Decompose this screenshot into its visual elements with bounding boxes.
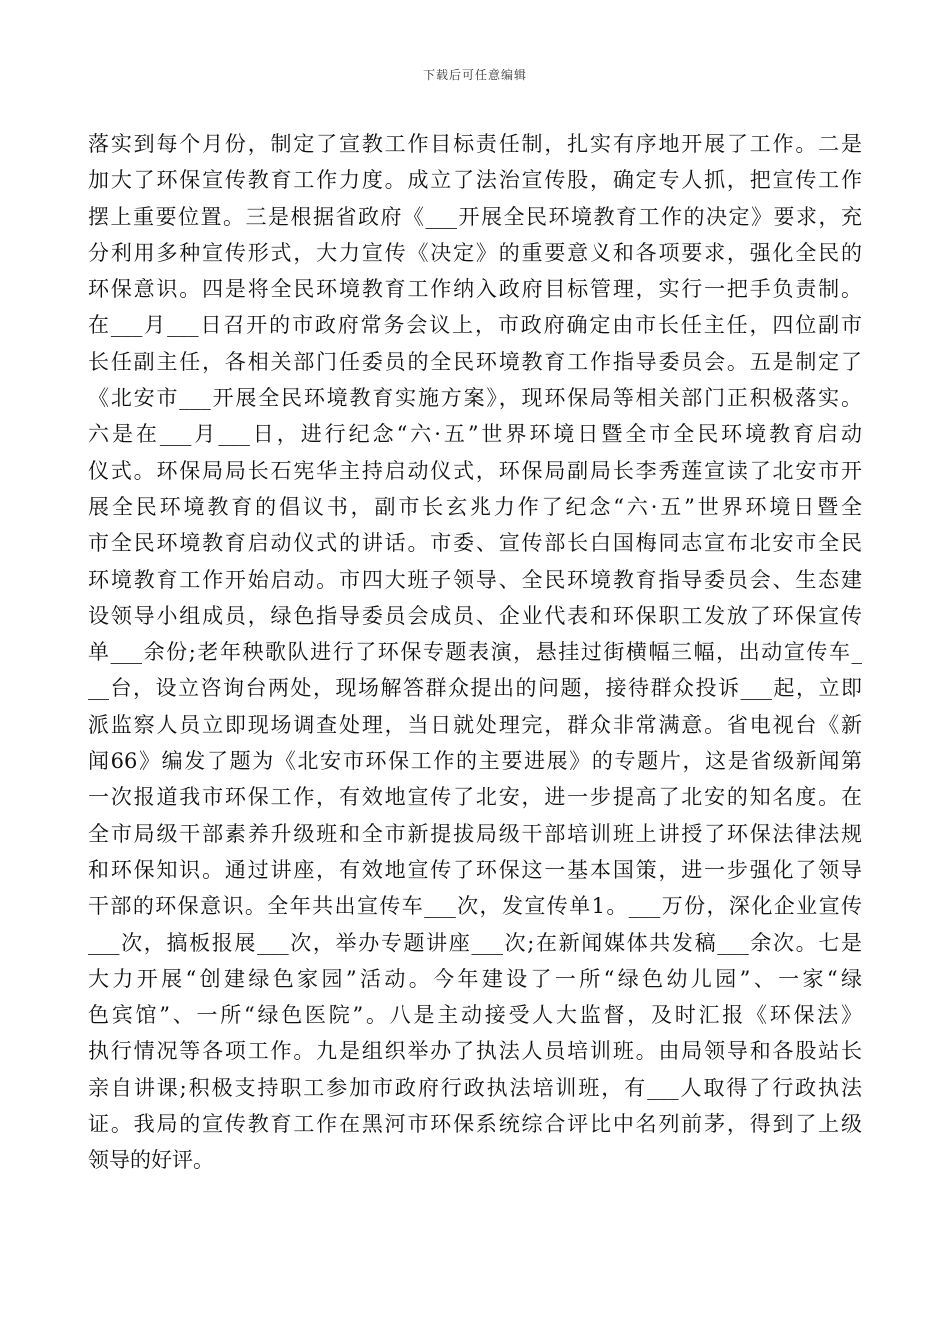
text-line: 《北安市___开展全民环境教育实施方案》，现环保局等相关部门正积极落实。 xyxy=(88,386,862,411)
text-line: 全市局级干部素养升级班和全市新提拔局级干部培训班上讲授了环保法律法规 xyxy=(88,821,862,846)
text-line: 六是在___月___日，进行纪念“六·五”世界环境日暨全市全民环境教育启动 xyxy=(88,422,862,447)
page-header: 下载后可任意编辑 xyxy=(422,68,527,82)
text-line: 环保意识。四是将全民环境教育工作纳入政府目标管理，实行一把手负责制。 xyxy=(88,277,862,302)
text-line: 执行情况等各项工作。九是组织举办了执法人员培训班。由局领导和各股站长 xyxy=(88,1039,862,1064)
text-line: 证。我局的宣传教育工作在黑河市环保系统综合评比中名列前茅，得到了上级 xyxy=(88,1112,862,1137)
text-line: __台，设立咨询台两处，现场解答群众提出的问题，接待群众投诉___起，立即 xyxy=(88,676,862,701)
text-line: 色宾馆”、一所“绿色医院”。八是主动接受人大监督，及时汇报《环保法》 xyxy=(88,1003,862,1028)
text-line: 分利用多种宣传形式，大力宣传《决定》的重要意义和各项要求，强化全民的 xyxy=(88,240,862,265)
text-line: 大力开展“创建绿色家园”活动。今年建设了一所“绿色幼儿园”、一家“绿 xyxy=(88,966,862,991)
text-line: 摆上重要位置。三是根据省政府《___开展全民环境教育工作的决定》要求，充 xyxy=(88,204,862,229)
text-line: 加大了环保宣传教育工作力度。成立了法治宣传股，确定专人抓，把宣传工作 xyxy=(88,168,862,193)
text-line: 闻66》编发了题为《北安市环保工作的主要进展》的专题片，这是省级新闻第 xyxy=(88,749,862,774)
text-line: 领导的好评。 xyxy=(88,1148,214,1173)
text-line: 在___月___日召开的市政府常务会议上，市政府确定由市长任主任，四位副市 xyxy=(88,313,862,338)
text-line: 派监察人员立即现场调查处理，当日就处理完，群众非常满意。省电视台《新 xyxy=(88,712,862,737)
text-line: 和环保知识。通过讲座，有效地宣传了环保这一基本国策，进一步强化了领导 xyxy=(88,857,862,882)
text-line: 市全民环境教育启动仪式的讲话。市委、宣传部长白国梅同志宣布北安市全民 xyxy=(88,531,862,556)
text-line: 长任副主任，各相关部门任委员的全民环境教育工作指导委员会。五是制定了 xyxy=(88,349,862,374)
text-line: 一次报道我市环保工作，有效地宣传了北安，进一步提高了北安的知名度。在 xyxy=(88,785,862,810)
text-line: 单___余份;老年秧歌队进行了环保专题表演，悬挂过街横幅三幅，出动宣传车_ xyxy=(88,640,862,665)
text-line: 干部的环保意识。全年共出宣传车___次，发宣传单1。___万份，深化企业宣传 xyxy=(88,894,862,919)
text-line: 环境教育工作开始启动。市四大班子领导、全民环境教育指导委员会、生态建 xyxy=(88,567,862,592)
text-line: 落实到每个月份，制定了宣教工作目标责任制，扎实有序地开展了工作。二是 xyxy=(88,132,862,156)
text-line: 设领导小组成员，绿色指导委员会成员、企业代表和环保职工发放了环保宣传 xyxy=(88,603,862,628)
document-body xyxy=(88,126,862,1179)
text-line: ___次，搞板报展___次，举办专题讲座___次;在新闻媒体共发稿___余次。七是 xyxy=(88,930,862,955)
text-line: 仪式。环保局局长石宪华主持启动仪式，环保局副局长李秀莲宣读了北安市开 xyxy=(88,458,862,483)
text-line: 展全民环境教育的倡议书，副市长玄兆力作了纪念“六·五”世界环境日暨全 xyxy=(88,494,862,519)
text-line: 亲自讲课;积极支持职工参加市政府行政执法培训班，有___人取得了行政执法 xyxy=(88,1075,862,1100)
